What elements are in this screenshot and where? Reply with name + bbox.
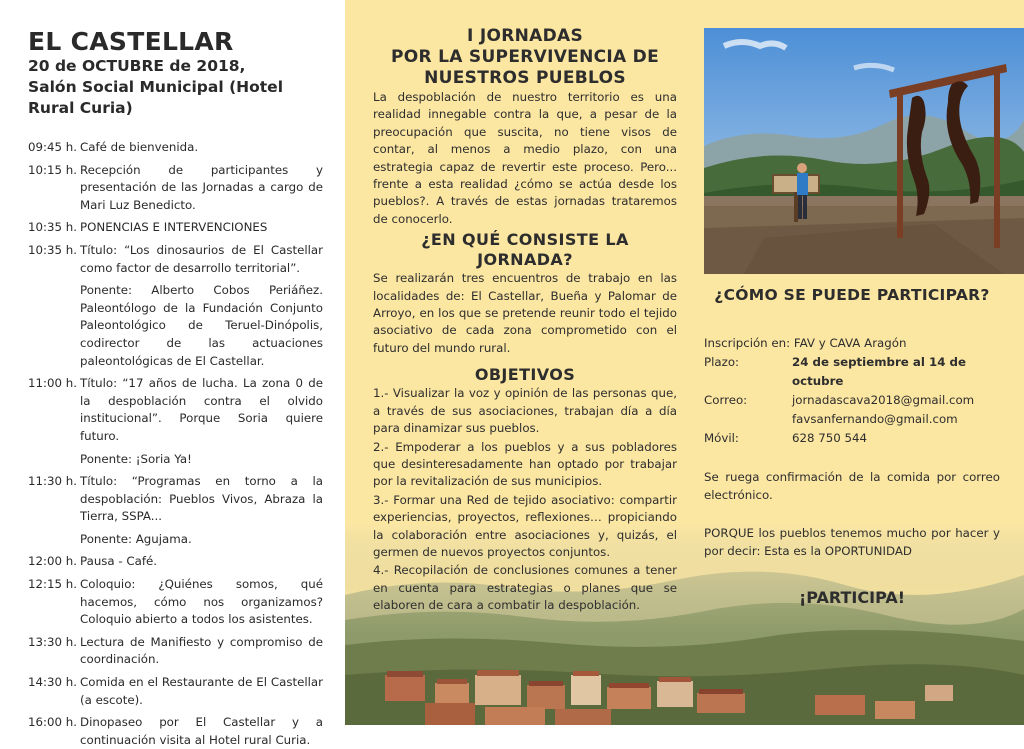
schedule-text: Ponente: Alberto Cobos Periáñez. Paleontólogo de la Fundación Conjunto Paleontológico de Teruel-Dinópolis, codirector de las actuaciones paleontológicas de El Castellar.: [80, 283, 323, 368]
schedule-text: Lectura de Manifiesto y compromiso de coordinación.: [80, 634, 323, 667]
correo-row: [704, 391, 1000, 410]
participar-heading: ¿CÓMO SE PUEDE PARTICIPAR?: [714, 286, 990, 304]
participa-callout: ¡PARTICIPA!: [798, 588, 906, 607]
objetivos-heading: OBJETIVOS: [474, 365, 576, 385]
schedule-row: [28, 451, 323, 469]
objetivos-list: [373, 385, 677, 614]
schedule-row: [28, 282, 323, 370]
schedule-time: 14:30 h.: [28, 675, 77, 690]
schedule-row: [28, 531, 323, 549]
movil-row: [704, 429, 1000, 448]
schedule-text: Comida en el Restaurante de El Castellar (a escote).: [80, 675, 323, 707]
dinosaur-sculpture-photo: [704, 28, 1024, 274]
schedule-time: 11:00 h.: [28, 376, 77, 391]
schedule-time: [28, 282, 80, 370]
schedule-time: 12:00 h.: [28, 554, 77, 569]
schedule-text: Café de bienvenida.: [80, 140, 199, 154]
schedule-text: Título: “Los dinosaurios de El Castellar como factor de desarrollo territorial”.: [80, 242, 323, 275]
schedule-row: [28, 139, 323, 157]
inscripcion-row: [704, 334, 1000, 353]
schedule-text: Dinopaseo por El Castellar y a continuación visita al Hotel rural Curia.: [80, 715, 323, 747]
schedule-time: [28, 531, 80, 549]
main-heading-line-2: POR LA SUPERVIVENCIA DE: [390, 47, 660, 67]
jornada-paragraph: Se realizarán tres encuentros de trabajo en las localidades de: El Castellar, Bueña y Palomar de Arroyo, en los que se pretende reunir todo el tejido asociativo de cada zona comprometido con el futuro del mundo rural.: [373, 271, 677, 355]
schedule-row: [28, 553, 323, 571]
schedule-time: 12:15 h.: [28, 577, 77, 592]
objetivo-item: 1.- Visualizar la voz y opinión de las personas que, a través de sus asociaciones, trabajan día a día para dinamizar sus pueblos.: [373, 386, 677, 436]
schedule-time: 16:00 h.: [28, 715, 77, 730]
schedule-row: [28, 219, 323, 237]
schedule-time: 09:45 h.: [28, 140, 77, 154]
schedule-time: 13:30 h.: [28, 634, 77, 649]
schedule-text: Recepción de participantes y presentación de las Jornadas a cargo de Mari Luz Benedicto.: [80, 162, 323, 212]
schedule-text: Título: “Programas en torno a la despoblación: Pueblos Vivos, Abraza la Tierra, SSPA...: [80, 474, 323, 524]
correo-label: Correo:: [704, 393, 748, 407]
objetivo-item: 3.- Formar una Red de tejido asociativo: compartir experiencias, proyectos, reflexiones… propiciando la colaboración entre asociaciones y, quizás, el germen de nuevos proyectos conjuntos.: [373, 492, 677, 559]
intro-paragraph: La despoblación de nuestro territorio es una realidad innegable contra la que, a pesar de la preocupación que suscita, no tiene visos de contar, al menos a medio plazo, con una estrategia capaz de revertir este proceso. Pero... frente a esta realidad ¿cómo se actúa desde los pueblos?. A través de estas jornadas trataremos de conocerlo.: [373, 90, 677, 226]
event-venue: Salón Social Municipal (Hotel Rural Curia): [28, 78, 284, 117]
main-heading-line-3: NUESTROS PUEBLOS: [424, 68, 626, 88]
schedule-row: [28, 634, 323, 669]
porque-text: PORQUE los pueblos tenemos mucho por hacer y por decir: Esta es la OPORTUNIDAD: [704, 526, 1000, 558]
schedule-time: [28, 451, 80, 469]
objetivo-item: 4.- Recopilación de conclusiones comunes a tener en cuenta para estrategias o planes que se elaboren de cara a combatir la despoblación.: [373, 563, 677, 613]
middle-column: [373, 26, 677, 616]
contact-info: [704, 334, 1000, 448]
right-column: [704, 286, 1000, 607]
main-heading-line-1: I JORNADAS: [466, 26, 583, 46]
inscripcion-text: Inscripción en: FAV y CAVA Aragón: [704, 336, 907, 350]
schedule-time: 10:15 h.: [28, 162, 77, 177]
schedule-text: Ponente: ¡Soria Ya!: [80, 451, 192, 466]
movil-label: Móvil:: [704, 431, 739, 445]
email-link[interactable]: favsanfernando@gmail.com: [792, 412, 958, 426]
plazo-row: [704, 353, 1000, 391]
plazo-value: 24 de septiembre al 14 de octubre: [792, 355, 966, 388]
schedule-text: Ponente: Agujama.: [80, 531, 192, 546]
phone-number: 628 750 544: [792, 431, 868, 445]
schedule-time: 10:35 h.: [28, 242, 77, 257]
schedule-row: [28, 473, 323, 526]
page-title: EL CASTELLAR: [28, 27, 234, 56]
correo-row-2: [704, 410, 1000, 429]
schedule-text: PONENCIAS E INTERVENCIONES: [80, 220, 268, 235]
objetivo-item: 2.- Empoderar a los pueblos y a sus pobladores que desinteresadamente han optado por trabajar por la revitalización de sus municipios.: [373, 439, 677, 489]
schedule-time: 11:30 h.: [28, 474, 77, 489]
schedule-text: Pausa - Café.: [80, 554, 158, 569]
schedule-row: [28, 162, 323, 215]
plazo-label: Plazo:: [704, 355, 740, 369]
schedule-text: Título: “17 años de lucha. La zona 0 de la despoblación contra el olvido institucional”. Porque Soria quiere futuro.: [80, 376, 323, 443]
schedule-row: [28, 576, 323, 629]
schedule-row: [28, 674, 323, 709]
schedule-text: Coloquio: ¿Quiénes somos, qué hacemos, cómo nos organizamos? Coloquio abierto a todos los asistentes.: [80, 577, 323, 627]
confirmation-note: Se ruega confirmación de la comida por correo electrónico.: [704, 470, 1000, 502]
email-link[interactable]: jornadascava2018@gmail.com: [792, 393, 975, 407]
schedule-row: [28, 714, 323, 749]
schedule-list: [28, 139, 323, 749]
schedule-row: [28, 242, 323, 277]
schedule-time: 10:35 h.: [28, 220, 77, 235]
schedule-row: [28, 375, 323, 445]
event-date: 20 de OCTUBRE de 2018,: [28, 57, 246, 75]
jornada-heading: ¿EN QUÉ CONSISTE LA JORNADA?: [421, 230, 629, 270]
schedule-panel: [0, 0, 345, 747]
